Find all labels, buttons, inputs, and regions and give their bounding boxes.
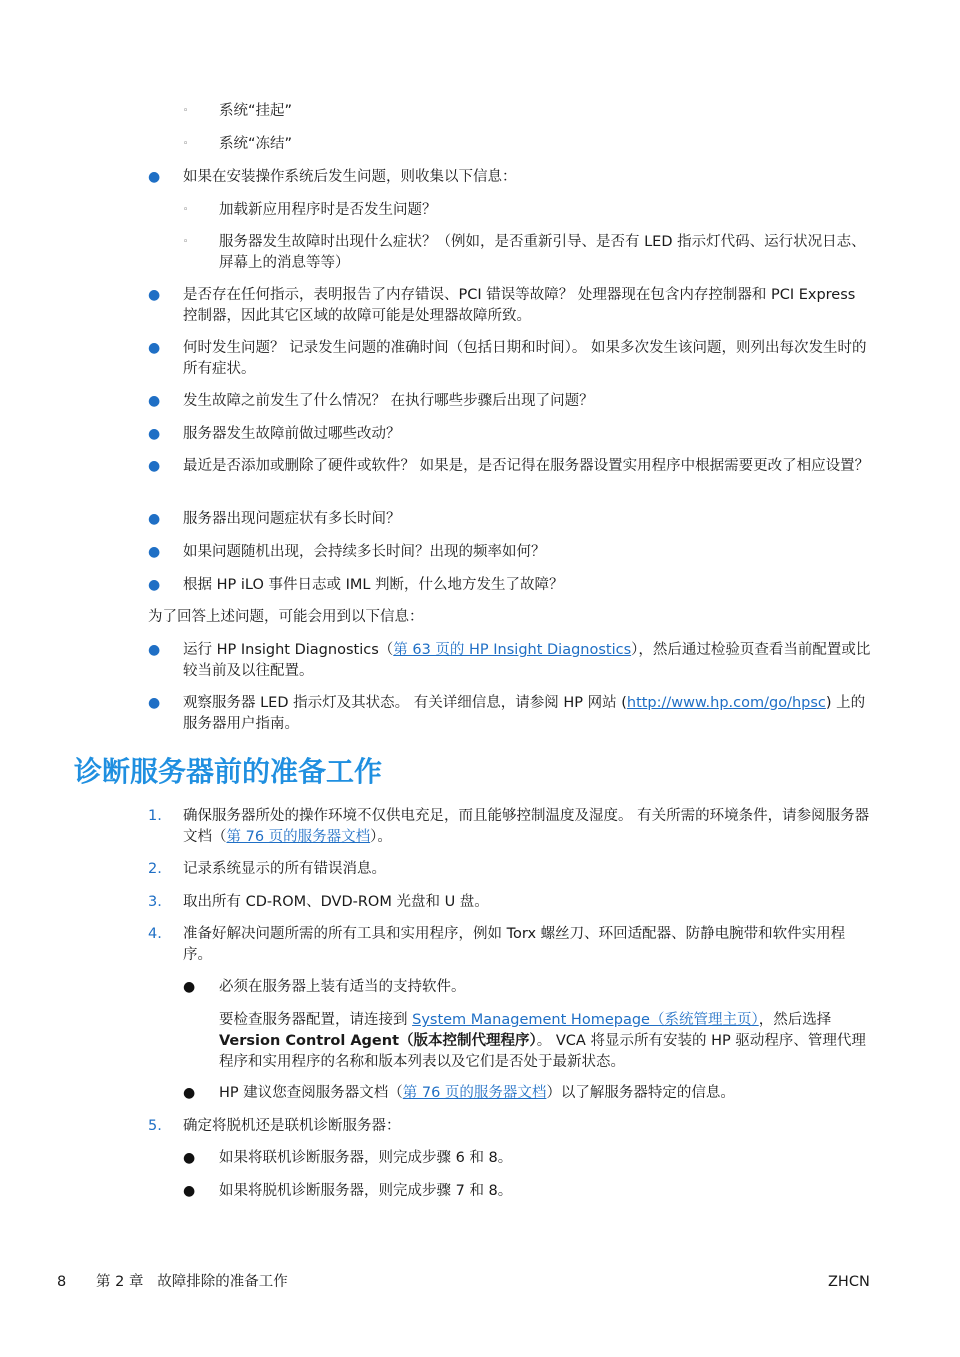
step-paragraph [219, 1010, 872, 1073]
list-item: 系统“挂起” [219, 103, 293, 119]
step-item: 记录系统显示的所有错误消息。 [183, 861, 386, 877]
text: ) 上的服务器用户指南。 [183, 695, 866, 732]
bullet-icon: ● [148, 426, 161, 442]
intro-paragraph: 为了回答上述问题，可能会用到以下信息： [148, 609, 424, 625]
section-title: 诊断服务器前的准备工作 [74, 755, 383, 788]
bullet-icon: ● [148, 577, 161, 593]
list-item: 必须在服务器上装有适当的支持软件。 [219, 979, 466, 995]
list-item [219, 1083, 872, 1104]
list-item [183, 640, 872, 682]
step-number: 3. [148, 894, 162, 910]
server-docs-link[interactable]: 第 76 页的服务器文档 [402, 1085, 547, 1101]
bullet-icon: ● [148, 287, 161, 303]
bullet-icon: ● [148, 169, 161, 185]
hpsc-website-link[interactable]: http://www.hp.com/go/hpsc [626, 695, 826, 711]
list-item: 服务器出现问题症状有多长时间？ [183, 511, 401, 527]
list-item: 如果问题随机出现，会持续多长时间？出现的频率如何？ [183, 544, 546, 560]
insight-diagnostics-link[interactable]: 第 63 页的 HP Insight Diagnostics [393, 642, 632, 658]
text: 。 VCA 将显示所有安装的 HP 驱动程序、管理代理程序和实用程序的名称和版本列表以及它们是否处于最新状态。 [219, 1033, 866, 1070]
text: ，然后选择 [758, 1012, 832, 1028]
list-item: 如果将脱机诊断服务器，则完成步骤 7 和 8。 [219, 1183, 513, 1199]
sub-bullet-marker: ◦ [183, 139, 189, 149]
bullet-icon: ● [148, 544, 161, 560]
vca-label: Version Control Agent（版本控制代理程序） [219, 1033, 537, 1049]
sub-bullet-marker: ◦ [183, 106, 189, 116]
step-number: 5. [148, 1118, 162, 1134]
step-item: 取出所有 CD-ROM、DVD-ROM 光盘和 U 盘。 [183, 894, 489, 910]
chapter-title: 第 2 章 故障排除的准备工作 [96, 1274, 288, 1290]
bullet-icon: ● [183, 1150, 196, 1166]
step-number: 2. [148, 861, 162, 877]
bullet-icon: ● [183, 1085, 196, 1101]
text: 运行 HP Insight Diagnostics（ [183, 642, 394, 658]
sub-bullet-icon: ◦ [183, 237, 189, 247]
step-number: 4. [148, 926, 162, 942]
bullet-icon: ● [148, 458, 161, 474]
step-item: 确定将脱机还是联机诊断服务器： [183, 1118, 401, 1134]
text: 要检查服务器配置，请连接到 [219, 1012, 413, 1028]
bullet-icon: ● [183, 979, 196, 995]
bullet-icon: ● [148, 511, 161, 527]
list-item: 是否存在任何指示，表明报告了内存错误、PCI 错误等故障？ 处理器现在包含内存控制器和 PCI Express 控制器，因此其它区域的故障可能是处理器故障所致。 [183, 287, 856, 324]
bullet-icon: ● [148, 340, 161, 356]
bullet-icon: ● [148, 695, 161, 711]
text: HP 建议您查阅服务器文档（ [219, 1085, 403, 1101]
step-item [183, 806, 872, 848]
language-code: ZHCN [828, 1274, 870, 1290]
list-item: 发生故障之前发生了什么情况？ 在执行哪些步骤后出现了问题？ [183, 393, 594, 409]
text: ）以了解服务器特定的信息。 [546, 1085, 735, 1101]
bullet-icon: ● [183, 1183, 196, 1199]
bullet-icon: ● [148, 642, 161, 658]
server-docs-link[interactable]: 第 76 页的服务器文档 [226, 829, 371, 845]
list-item: 根据 HP iLO 事件日志或 IML 判断，什么地方发生了故障？ [183, 577, 564, 593]
text: ），然后通过检验页查看当前配置或比较当前及以往配置。 [183, 642, 871, 679]
system-management-homepage-link[interactable]: System Management Homepage（系统管理主页） [412, 1012, 759, 1028]
step-item: 准备好解决问题所需的所有工具和实用程序，例如 Torx 螺丝刀、环回适配器、防静电腕带和软件实用程序。 [183, 926, 846, 963]
list-item: 加载新应用程序时是否发生问题？ [219, 202, 437, 218]
list-item: 服务器发生故障时出现什么症状？（例如，是否重新引导、是否有 LED 指示灯代码、运行状况日志、屏幕上的消息等等） [219, 234, 866, 271]
list-item: 最近是否添加或删除了硬件或软件？ 如果是，是否记得在服务器设置实用程序中根据需要更改了相应设置？ [183, 458, 870, 474]
list-item: 服务器发生故障前做过哪些改动？ [183, 426, 401, 442]
text: 确保服务器所处的操作环境不仅供电充足，而且能够控制温度及湿度。 有关所需的环境条件，请参阅服务器文档（ [183, 808, 870, 845]
list-item [183, 693, 872, 735]
text: ）。 [370, 829, 392, 845]
list-item: 如果将联机诊断服务器，则完成步骤 6 和 8。 [219, 1150, 513, 1166]
list-item: 系统“冻结” [219, 136, 293, 152]
step-number: 1. [148, 808, 162, 824]
page-number: 8 [57, 1274, 67, 1290]
list-item: 如果在安装操作系统后发生问题，则收集以下信息： [183, 169, 517, 185]
text: 观察服务器 LED 指示灯及其状态。 有关详细信息，请参阅 HP 网站 ( [183, 695, 627, 711]
sub-bullet-icon: ◦ [183, 205, 189, 215]
list-item: 何时发生问题？ 记录发生问题的准确时间（包括日期和时间）。 如果多次发生该问题，则列出每次发生时的所有症状。 [183, 340, 867, 377]
bullet-icon: ● [148, 393, 161, 409]
